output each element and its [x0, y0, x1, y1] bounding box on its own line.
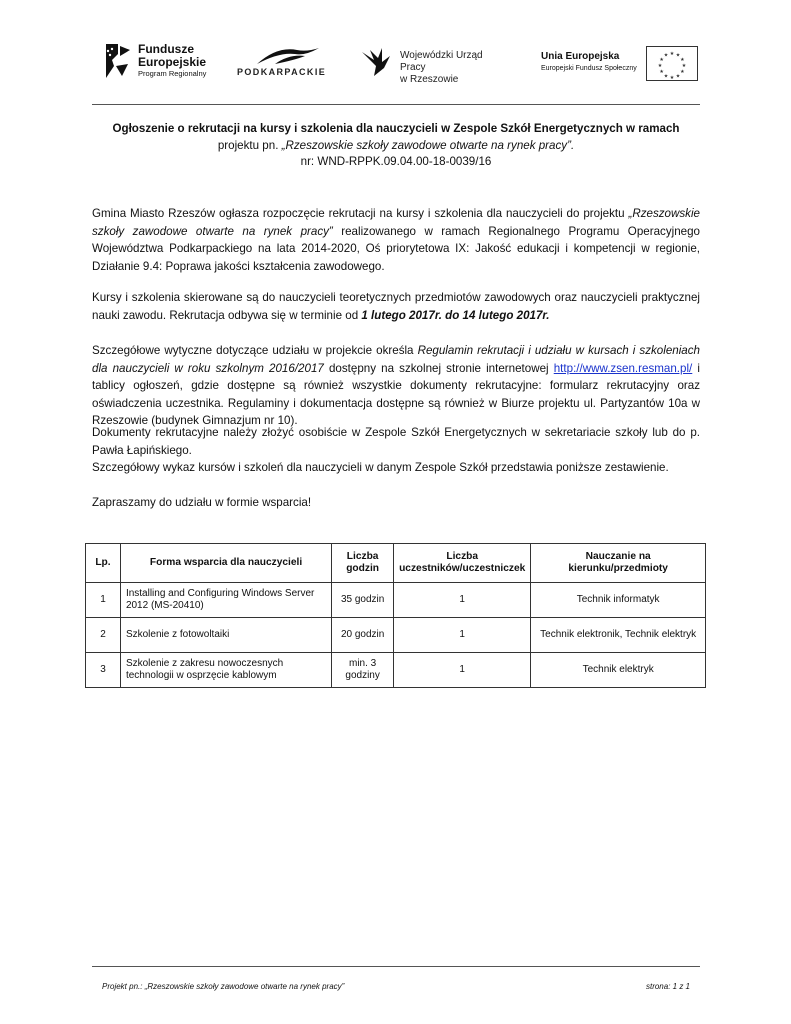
wup-bird-icon: [360, 46, 396, 78]
cell-subjects: Technik elektryk: [531, 653, 706, 688]
p1-project-name: „Rzeszowskie szkoły zawodowe otwarte na rynek pracy”: [92, 207, 700, 238]
fundusze-europejskie-logo: [102, 38, 222, 86]
header-form: Forma wsparcia dla nauczycieli: [120, 544, 331, 583]
paragraph-documents: Dokumenty rekrutacyjne należy złożyć osobiście w Zespole Szkół Energetycznych w sekretariacie szkoły lub do p. Pawła Łapińskiego.: [92, 426, 700, 457]
paragraph-rules: [92, 342, 700, 430]
logo-fundusze-line3: Program Regionalny: [138, 69, 207, 78]
svg-text:★: ★: [663, 52, 669, 59]
logo-podkarpackie-text: PODKARPACKIE: [237, 67, 327, 77]
paragraph-intro: [92, 205, 700, 275]
podkarpackie-logo: [237, 38, 337, 86]
ue-logo: [537, 38, 700, 86]
cell-hours: min. 3 godziny: [332, 653, 394, 688]
footer-project: Projekt pn.: „Rzeszowskie szkoły zawodowe otwarte na rynek pracy”: [102, 982, 345, 991]
p3-text-a: Szczegółowe wytyczne dotyczące udziału w projekcie określa: [92, 344, 418, 357]
recruitment-dates: 1 lutego 2017r. do 14 lutego 2017r.: [361, 308, 550, 322]
svg-text:★: ★: [659, 69, 664, 75]
eu-flag-icon: [646, 46, 698, 81]
table-header-row: [86, 544, 706, 583]
header-participants: Liczba uczestników/uczestniczek: [394, 544, 531, 583]
fundusze-europejskie-mark-icon: [102, 42, 132, 80]
table-row: [86, 653, 706, 688]
p1-text-a: Gmina Miasto Rzeszów ogłasza rozpoczęcie rekrutacji na kursy i szkolenia dla nauczycieli do projektu: [92, 207, 629, 220]
footer-divider: [92, 966, 700, 967]
svg-text:★: ★: [675, 52, 681, 59]
cell-participants: 1: [394, 653, 531, 688]
p3-text-b: dostępny na szkolnej stronie internetowej: [323, 361, 554, 375]
p1-text-b: realizowanego w ramach Regionalnego Programu Operacyjnego Województwa Podkarpackiego na lata 2014-2020, Oś priorytetowa IX: Jakość edukacji i kompetencji w regionie, Działanie 9.4: Poprawa jakości kształcenia zawodowego.: [92, 224, 700, 273]
p2-text: Kursy i szkolenia skierowane są do nauczycieli teoretycznych przedmiotów zawodowych oraz nauczycieli praktycznej nauki zawodu. Rekrutacja odbywa się w terminie od: [92, 291, 700, 322]
cell-lp: 1: [86, 583, 121, 618]
logo-wup-line1: Wojewódzki Urząd Pracy: [400, 50, 483, 73]
logo-fundusze-line2: Europejskie: [138, 55, 207, 69]
cell-subjects: Technik elektronik, Technik elektryk: [531, 618, 706, 653]
podkarpackie-mountains-icon: [255, 44, 321, 66]
header-hours: Liczba godzin: [332, 544, 394, 583]
project-name: „Rzeszowskie szkoły zawodowe otwarte na rynek pracy”.: [281, 138, 575, 152]
title-line2-prefix: projektu pn.: [217, 138, 282, 152]
svg-text:★: ★: [680, 69, 685, 75]
svg-text:★: ★: [659, 57, 664, 63]
title-line1: Ogłoszenie o rekrutacji na kursy i szkolenia dla nauczycieli w Zespole Szkół Energetycznych w ramach: [112, 122, 680, 135]
cell-subjects: Technik informatyk: [531, 583, 706, 618]
regulation-name: Regulamin rekrutacji i udziału w kursach i szkoleniach dla nauczycieli w roku szkolnym 2016/2017: [92, 344, 700, 375]
table-row: [86, 618, 706, 653]
svg-text:★: ★: [669, 75, 675, 80]
svg-text:★: ★: [657, 63, 663, 69]
logo-ue-line1: Unia Europejska: [541, 51, 620, 62]
paragraph-target: [92, 289, 700, 324]
cell-lp: 3: [86, 653, 121, 688]
svg-text:★: ★: [669, 51, 675, 57]
paragraph-list-intro: Szczegółowy wykaz kursów i szkoleń dla nauczycieli w danym Zespole Szkół przedstawia poniższe zestawienie.: [92, 461, 669, 474]
cell-hours: 35 godzin: [332, 583, 394, 618]
cell-participants: 1: [394, 618, 531, 653]
page-footer: [102, 982, 690, 991]
logo-bar: [92, 38, 700, 88]
svg-text:★: ★: [680, 57, 685, 63]
cell-form: Installing and Configuring Windows Server 2012 (MS-20410): [120, 583, 331, 618]
header-subjects: Nauczanie na kierunku/przedmioty: [531, 544, 706, 583]
courses-table: [85, 543, 706, 688]
title-line2: [92, 138, 700, 155]
school-website-link[interactable]: http://www.zsen.resman.pl/: [553, 361, 693, 375]
logo-ue-line2: Europejski Fundusz Społeczny: [541, 65, 637, 72]
cell-lp: 2: [86, 618, 121, 653]
svg-text:★: ★: [681, 63, 687, 69]
svg-text:★: ★: [663, 73, 669, 80]
header-divider: [92, 104, 700, 105]
header-lp: Lp.: [86, 544, 121, 583]
cell-form: Szkolenie z zakresu nowoczesnych technologii w osprzęcie kablowym: [120, 653, 331, 688]
logo-wup-line2: w Rzeszowie: [400, 74, 459, 85]
table-row: [86, 583, 706, 618]
paragraph-invitation: Zapraszamy do udziału w formie wsparcia!: [92, 496, 312, 509]
cell-form: Szkolenie z fotowoltaiki: [120, 618, 331, 653]
svg-text:★: ★: [675, 73, 681, 80]
p3-text-c: i tablicy ogłoszeń, gdzie dostępne są również wszystkie dokumenty rekrutacyjne: formularz rekrutacyjny oraz oświadczenia uczestnika. Regulaminy i dokumentacja dostępne są również w Biurze projektu ul. Partyzantów 10a w Rzeszowie (budynek Gimnazjum nr 10).: [92, 361, 700, 427]
announcement-title: [92, 121, 700, 171]
wup-logo: [360, 38, 510, 86]
cell-participants: 1: [394, 583, 531, 618]
project-number: nr: WND-RPPK.09.04.00-18-0039/16: [300, 155, 492, 168]
logo-fundusze-line1: Fundusze: [138, 42, 194, 56]
cell-hours: 20 godzin: [332, 618, 394, 653]
footer-page-number: strona: 1 z 1: [645, 982, 690, 991]
